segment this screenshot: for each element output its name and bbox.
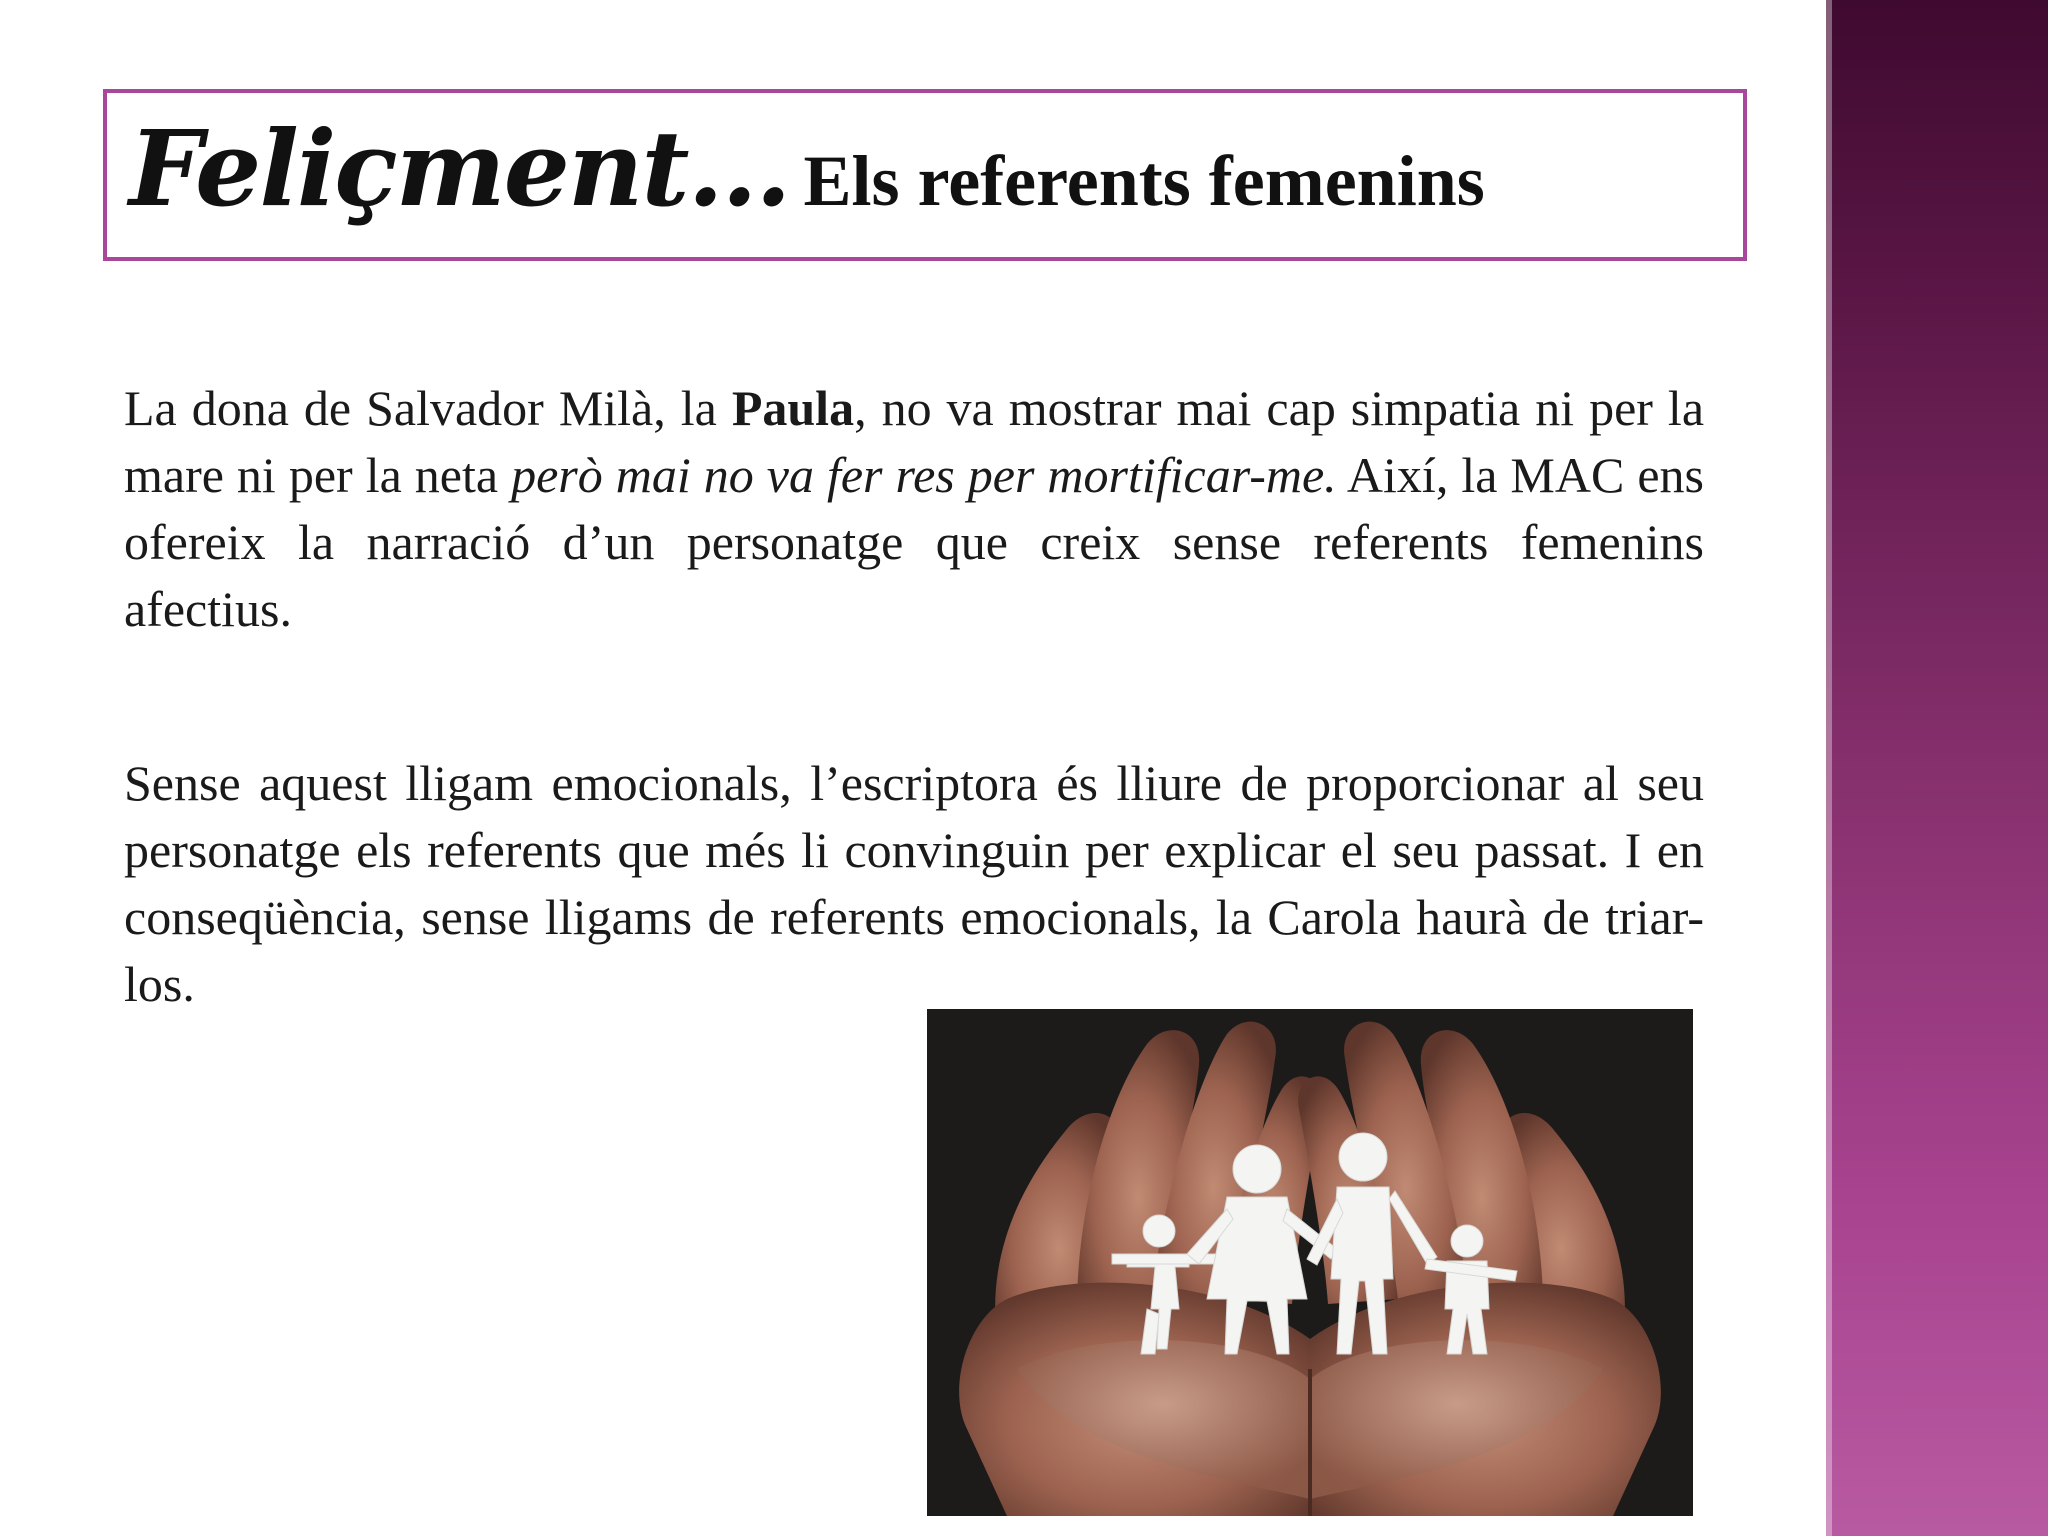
- title-main: Feliçment…: [129, 107, 790, 230]
- hands-family-photo: [927, 1009, 1693, 1516]
- paragraph-1-italic: però mai no va fer res per mortificar-me.: [511, 447, 1337, 503]
- decorative-side-band: [1826, 0, 2048, 1536]
- paragraph-1-part-2: , no va mostrar mai cap simpatia ni per la mare ni per la neta: [124, 380, 1705, 503]
- title-box: [103, 89, 1747, 261]
- paragraph-1-bold: Paula: [731, 380, 855, 436]
- slide-title: [129, 107, 1485, 230]
- paragraph-1-part-1: La dona de Salvador Milà, la: [124, 380, 732, 436]
- paragraph-2: Sense aquest lligam emocionals, l’escriptora és lliure de proporcionar al seu personatge els referents que més li convinguin per explicar el seu passat. I en conseqüència, sense lligams de referents emocionals, la Carola haurà de triar-los.: [124, 755, 1704, 1012]
- side-band-edge: [1826, 0, 1832, 1536]
- paragraph-1-part-3: Així, la MAC ens ofereix la narració d’un personatge que creix sense referents femenins afectius.: [124, 447, 1704, 637]
- paragraph-1: [124, 375, 1704, 643]
- title-subtitle: Els referents femenins: [803, 141, 1485, 221]
- hands-family-illustration: [927, 1009, 1693, 1516]
